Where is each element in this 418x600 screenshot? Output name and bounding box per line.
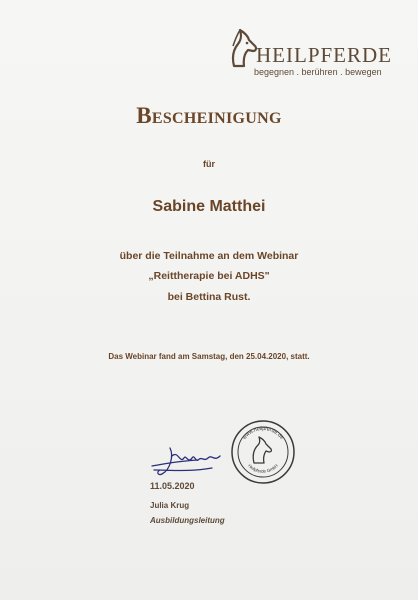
logo-wordmark: HEILPFERDE (256, 43, 392, 67)
signature-date: 11.05.2020 (150, 481, 195, 491)
seal-top-text: www.heilpferde.de (241, 425, 285, 441)
company-seal (230, 419, 296, 485)
logo-tagline: begegnen . berühren . bewegen (254, 67, 382, 77)
for-label: für (203, 159, 215, 169)
webinar-title: „Reittherapie bei ADHS" (148, 270, 270, 282)
signer-role: Ausbildungsleitung (150, 516, 225, 525)
signer-name: Julia Krug (150, 501, 190, 510)
webinar-date-statement: Das Webinar fand am Samstag, den 25.04.2020, statt. (108, 352, 310, 361)
participation-line: über die Teilnahme an dem Webinar (119, 250, 299, 262)
seal-horse-icon (253, 437, 271, 463)
svg-text:www.heilpferde.de (242, 426, 285, 441)
handwritten-signature (150, 440, 230, 482)
certificate-title: Bescheinigung (136, 103, 282, 128)
seal-bottom-text: Heilpferde GmbH (247, 463, 279, 474)
recipient-name: Sabine Matthei (152, 198, 266, 215)
svg-text:Heilpferde GmbH (247, 463, 279, 474)
heilpferde-logo (222, 26, 392, 76)
instructor-line: bei Bettina Rust. (167, 291, 251, 303)
